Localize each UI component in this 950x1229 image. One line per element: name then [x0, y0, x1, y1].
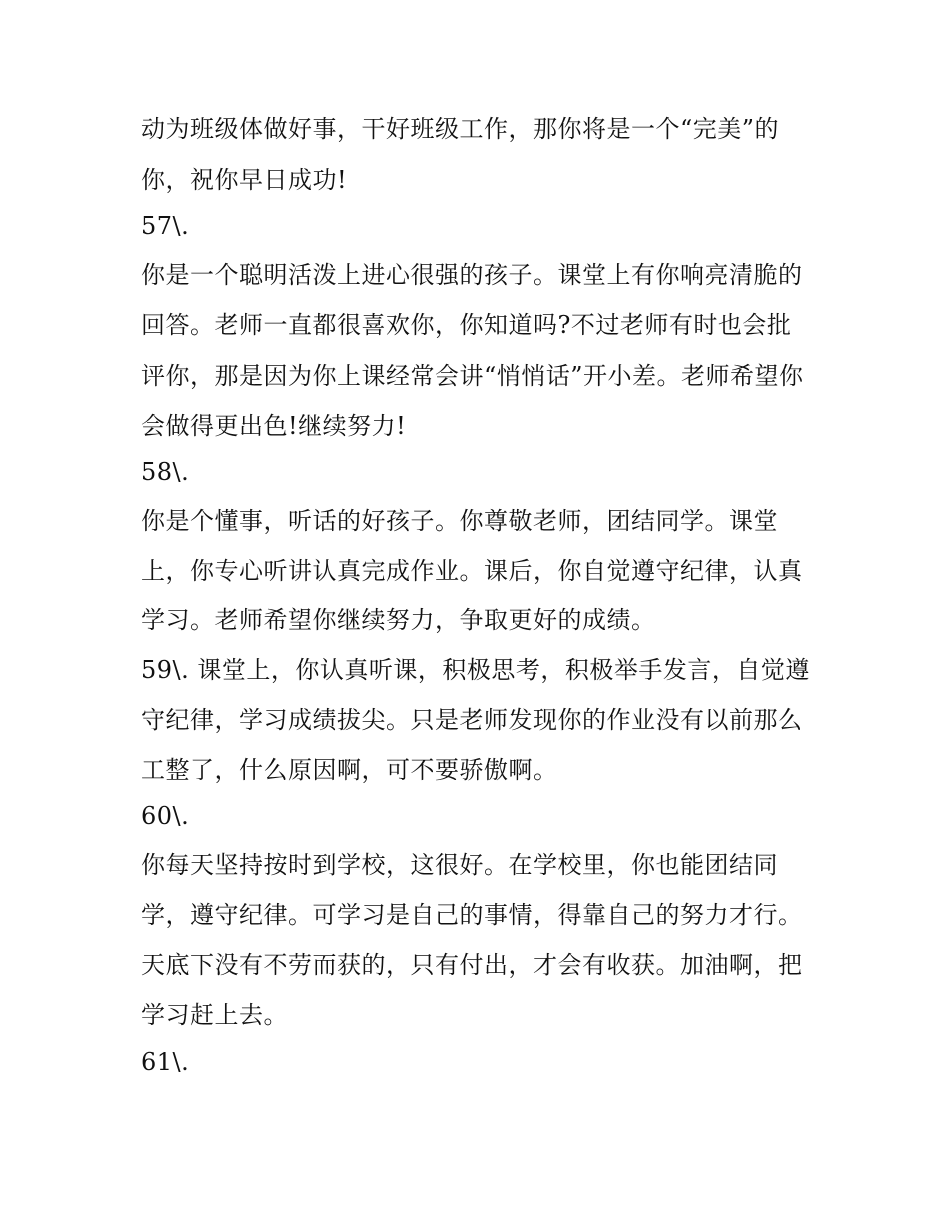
text-line: 天底下没有不劳而获的，只有付出，才会有收获。加油啊，把: [141, 951, 803, 979]
text-line: 守纪律，学习成绩拔尖。只是老师发现你的作业没有以前那么: [141, 706, 803, 734]
text-line: 你每天坚持按时到学校，这很好。在学校里，你也能团结同: [141, 851, 778, 879]
text-line: 动为班级体做好事，干好班级工作，那你将是一个“完美”的: [141, 115, 780, 143]
item-number-59-line: 59\. 课堂上，你认真听课，积极思考，积极举手发言，自觉遵: [141, 656, 810, 684]
text-line: 你是个懂事，听话的好孩子。你尊敬老师，团结同学。课堂: [141, 507, 778, 535]
text-line: 会做得更出色!继续努力!: [141, 412, 407, 440]
text-line: 回答。老师一直都很喜欢你，你知道吗?不过老师有时也会批: [141, 311, 792, 339]
text-line: 评你，那是因为你上课经常会讲“悄悄话”开小差。老师希望你: [141, 362, 804, 390]
item-number-58: 58\.: [141, 458, 190, 486]
text-line: 学习赶上去。: [141, 1001, 288, 1029]
item-number-57: 57\.: [141, 212, 190, 240]
text-line: 你是一个聪明活泼上进心很强的孩子。课堂上有你响亮清脆的: [141, 261, 803, 289]
item-number-60: 60\.: [141, 802, 190, 830]
item-number-61: 61\.: [141, 1048, 190, 1076]
text-line: 你，祝你早日成功!: [141, 166, 348, 194]
text-line: 工整了，什么原因啊，可不要骄傲啊。: [141, 756, 558, 784]
text-line: 学，遵守纪律。可学习是自己的事情，得靠自己的努力才行。: [141, 901, 803, 929]
text-line: 学习。老师希望你继续努力，争取更好的成绩。: [141, 606, 656, 634]
text-line: 上，你专心听讲认真完成作业。课后，你自觉遵守纪律，认真: [141, 557, 803, 585]
